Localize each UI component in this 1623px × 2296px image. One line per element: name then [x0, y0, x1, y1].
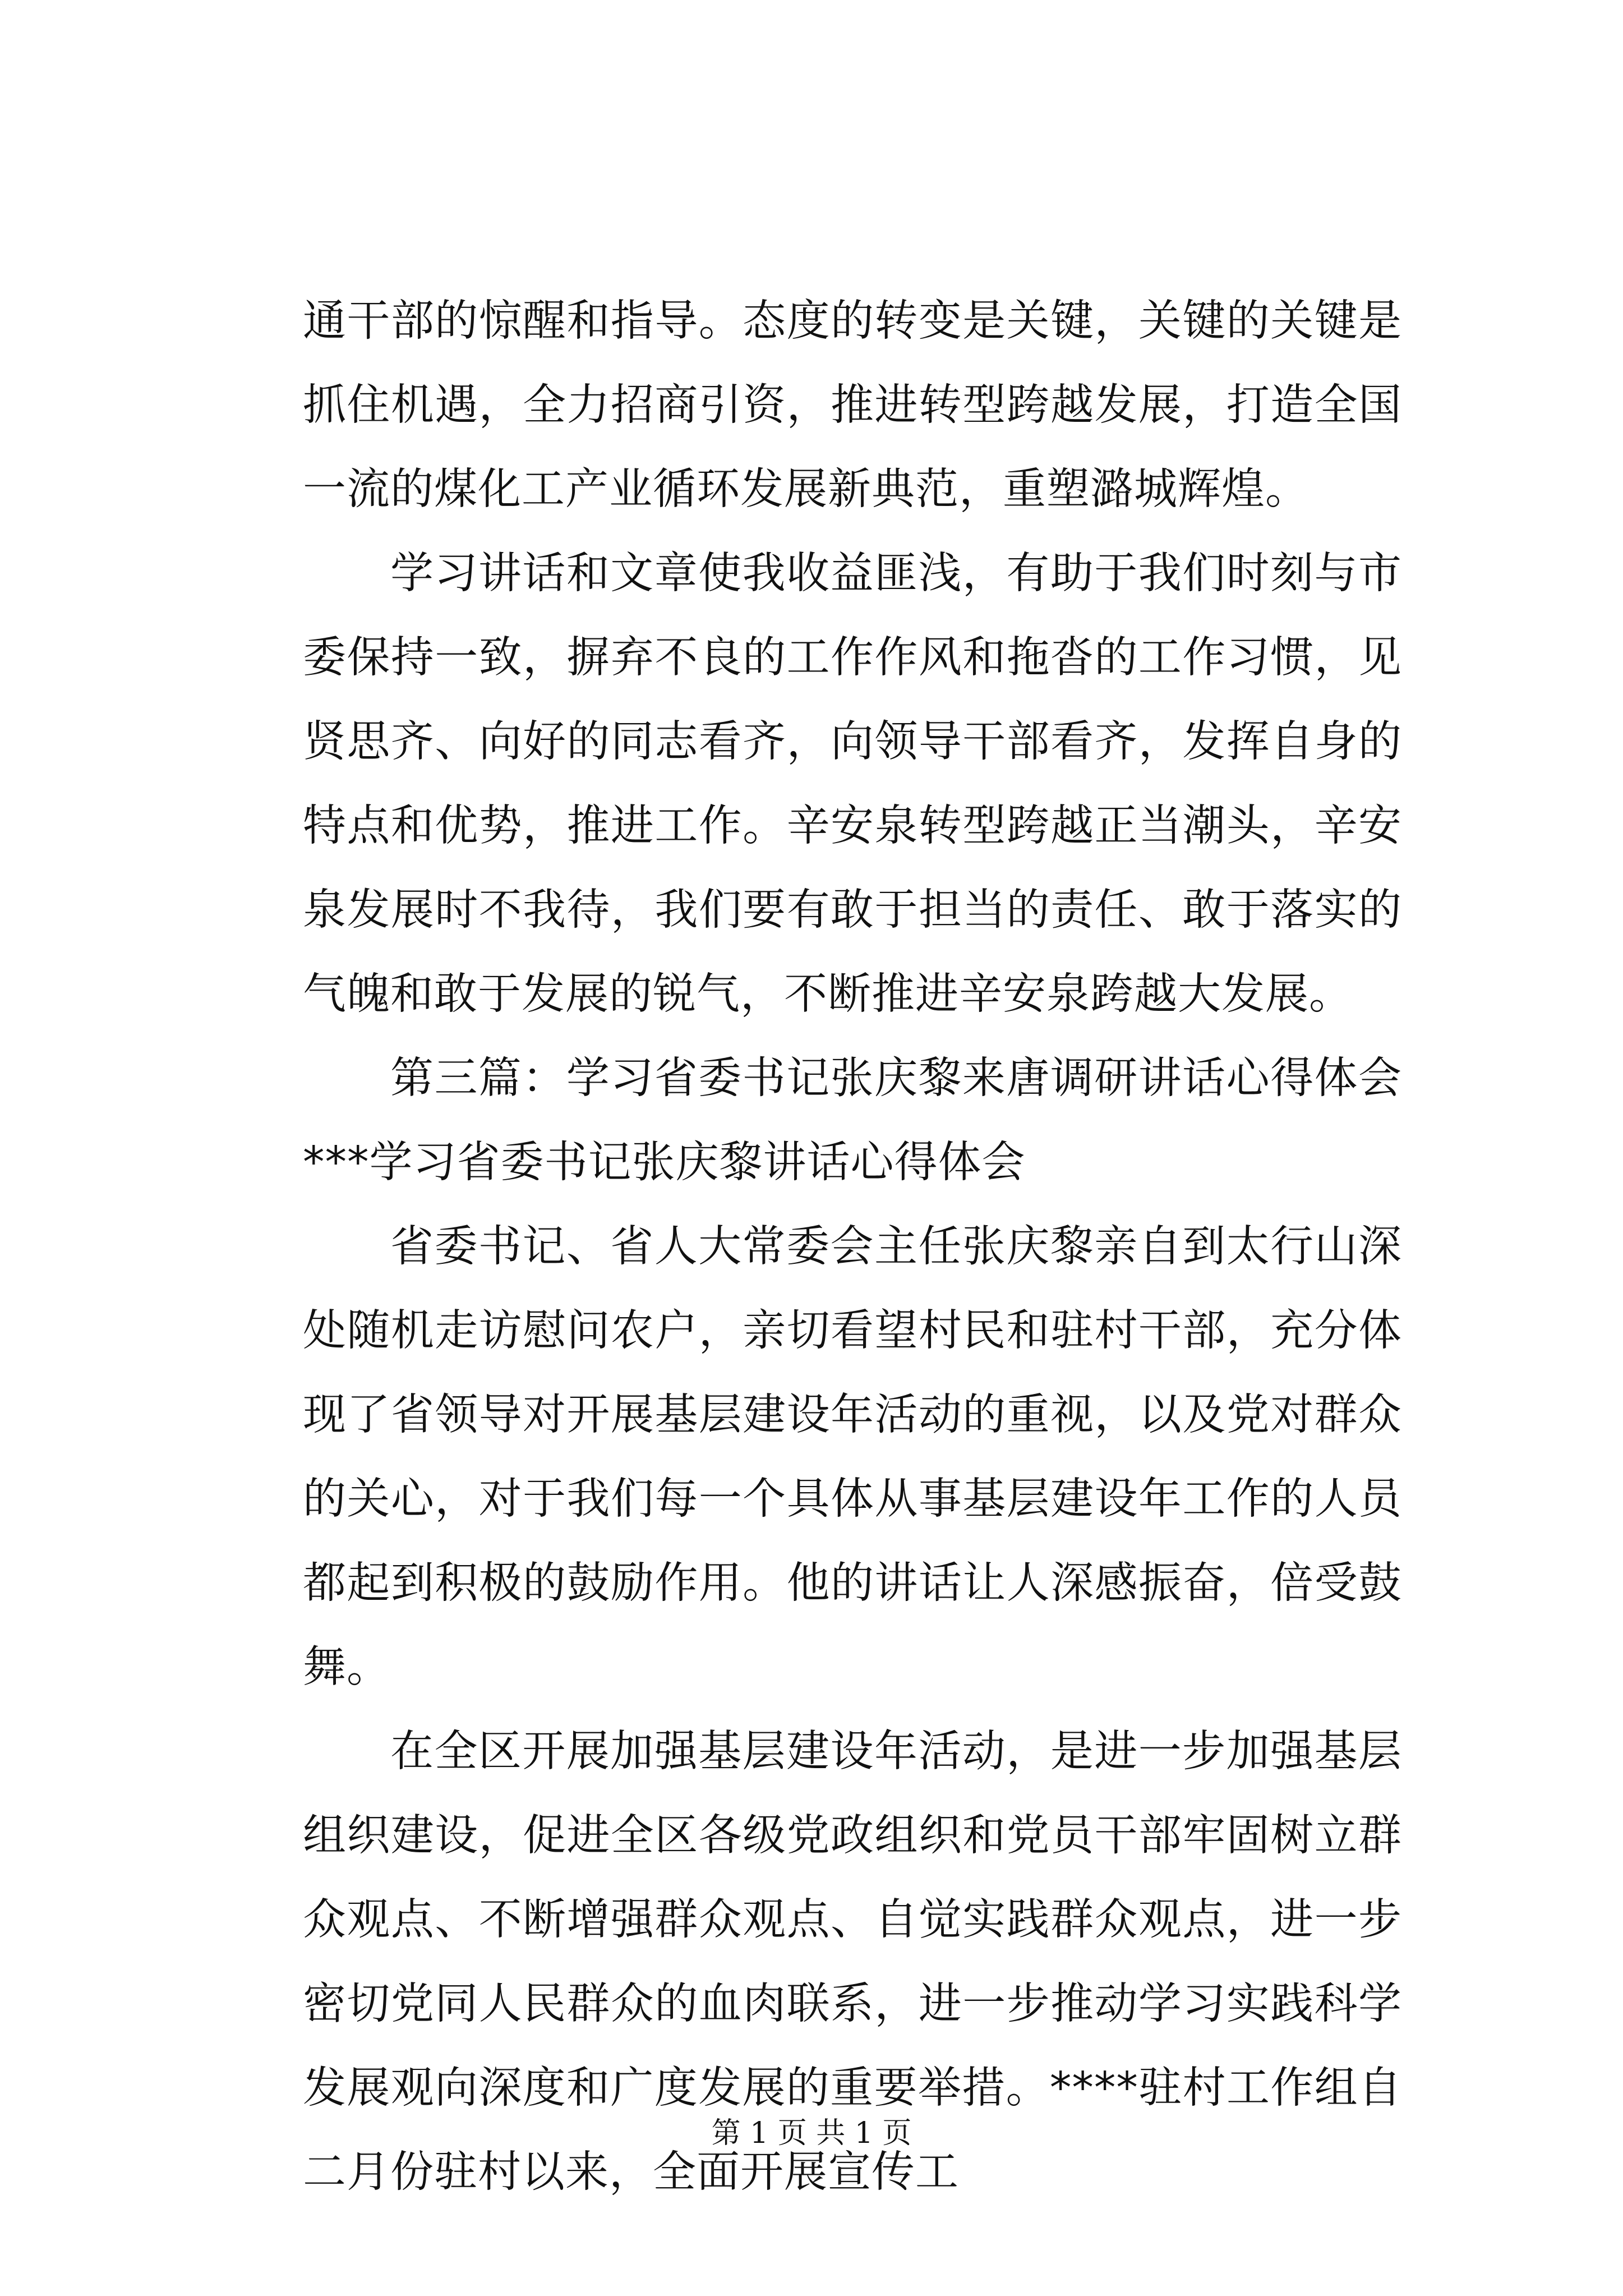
- page-footer: 第 1 页 共 1 页: [711, 2116, 912, 2150]
- paragraph-4: 省委书记、省人大常委会主任张庆黎亲自到太行山深处随机走访慰问农户，亲切看望村民和驻村干部，充分体现了省领导对开展基层建设年活动的重视，以及党对群众的关心，对于我们每一个具体从事基层建设年工作的人员都起到积极的鼓励作用。他的讲话让人深感振奋，倍受鼓舞。: [303, 1222, 1402, 1692]
- paragraph-5: 在全区开展加强基层建设年活动，是进一步加强基层组织建设，促进全区各级党政组织和党员干部牢固树立群众观点、不断增强群众观点、自觉实践群众观点，进一步密切党同人民群众的血肉联系，进一步推动学习实践科学发展观向深度和广度发展的重要举措。****驻村工作组自二月份驻村以来，全面开展宣传工: [303, 1727, 1402, 2197]
- document-body: [303, 279, 1402, 2215]
- paragraph-1: 通干部的惊醒和指导。态度的转变是关键，关键的关键是抓住机遇，全力招商引资，推进转型跨越发展，打造全国一流的煤化工产业循环发展新典范，重塑潞城辉煌。: [303, 296, 1402, 514]
- paragraph-2: 学习讲话和文章使我收益匪浅，有助于我们时刻与市委保持一致，摒弃不良的工作作风和拖沓的工作习惯，见贤思齐、向好的同志看齐，向领导干部看齐，发挥自身的特点和优势，推进工作。辛安泉转型跨越正当潮头，辛安泉发展时不我待，我们要有敢于担当的责任、敢于落实的气魄和敢于发展的锐气，不断推进辛安泉跨越大发展。: [303, 549, 1402, 1019]
- section-heading-paragraph: 第三篇：学习省委书记张庆黎来唐调研讲话心得体会***学习省委书记张庆黎讲话心得体会: [303, 1053, 1402, 1188]
